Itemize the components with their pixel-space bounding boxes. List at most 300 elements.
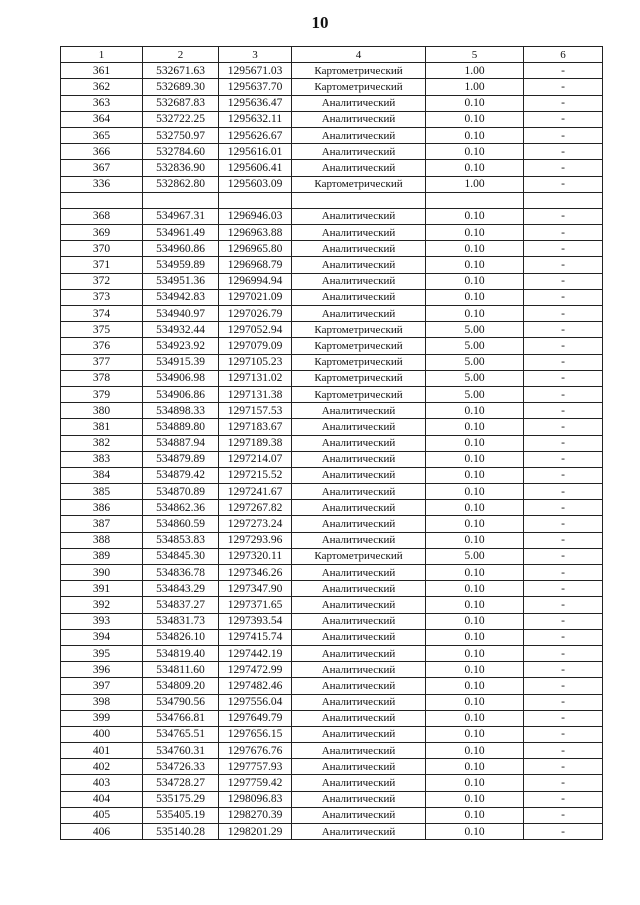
note-cell: - (524, 694, 603, 710)
column-header: 5 (426, 47, 524, 63)
accuracy-cell: 0.10 (426, 435, 524, 451)
table-row (61, 306, 603, 322)
x-coordinate-cell: 534845.30 (143, 548, 219, 564)
table-row (61, 386, 603, 402)
table-row (61, 370, 603, 386)
accuracy-cell: 0.10 (426, 160, 524, 176)
note-cell: - (524, 613, 603, 629)
method-cell: Аналитический (292, 516, 426, 532)
x-coordinate-cell: 532862.80 (143, 176, 219, 192)
y-coordinate-cell: 1295626.67 (219, 127, 292, 143)
method-cell: Аналитический (292, 273, 426, 289)
x-coordinate-cell: 535140.28 (143, 824, 219, 840)
point-number-cell: 391 (61, 581, 143, 597)
method-cell: Аналитический (292, 824, 426, 840)
x-coordinate-cell: 532689.30 (143, 79, 219, 95)
accuracy-cell: 0.10 (426, 824, 524, 840)
point-number-cell: 385 (61, 484, 143, 500)
note-cell: - (524, 726, 603, 742)
y-coordinate-cell: 1295616.01 (219, 144, 292, 160)
y-coordinate-cell: 1297320.11 (219, 548, 292, 564)
table-row (61, 484, 603, 500)
table-row (61, 548, 603, 564)
table-row (61, 289, 603, 305)
y-coordinate-cell: 1297026.79 (219, 306, 292, 322)
method-cell: Аналитический (292, 629, 426, 645)
column-header: 3 (219, 47, 292, 63)
method-cell: Аналитический (292, 484, 426, 500)
y-coordinate-cell: 1296946.03 (219, 208, 292, 224)
note-cell: - (524, 500, 603, 516)
method-cell: Аналитический (292, 111, 426, 127)
y-coordinate-cell: 1295671.03 (219, 63, 292, 79)
point-number-cell: 369 (61, 225, 143, 241)
accuracy-cell: 0.10 (426, 775, 524, 791)
method-cell: Аналитический (292, 225, 426, 241)
note-cell: - (524, 63, 603, 79)
note-cell: - (524, 629, 603, 645)
method-cell: Аналитический (292, 208, 426, 224)
y-coordinate-cell: 1297442.19 (219, 645, 292, 661)
y-coordinate-cell: 1297079.09 (219, 338, 292, 354)
accuracy-cell: 0.10 (426, 273, 524, 289)
accuracy-cell: 0.10 (426, 791, 524, 807)
note-cell: - (524, 160, 603, 176)
accuracy-cell: 0.10 (426, 500, 524, 516)
x-coordinate-cell: 532784.60 (143, 144, 219, 160)
note-cell: - (524, 484, 603, 500)
method-cell: Аналитический (292, 565, 426, 581)
method-cell: Аналитический (292, 807, 426, 823)
accuracy-cell: 5.00 (426, 370, 524, 386)
accuracy-cell: 0.10 (426, 597, 524, 613)
table-header-row (61, 47, 603, 63)
x-coordinate-cell: 534809.20 (143, 678, 219, 694)
table-row (61, 824, 603, 840)
accuracy-cell: 0.10 (426, 581, 524, 597)
y-coordinate-cell: 1295606.41 (219, 160, 292, 176)
table-row (61, 338, 603, 354)
x-coordinate-cell (143, 192, 219, 208)
method-cell: Аналитический (292, 127, 426, 143)
accuracy-cell: 0.10 (426, 710, 524, 726)
table-row (61, 678, 603, 694)
x-coordinate-cell: 534879.89 (143, 451, 219, 467)
page-number: 10 (311, 13, 329, 32)
table-row (61, 192, 603, 208)
method-cell: Аналитический (292, 241, 426, 257)
method-cell: Картометрический (292, 354, 426, 370)
accuracy-cell: 0.10 (426, 629, 524, 645)
accuracy-cell: 0.10 (426, 419, 524, 435)
y-coordinate-cell (219, 192, 292, 208)
accuracy-cell: 0.10 (426, 127, 524, 143)
accuracy-cell: 0.10 (426, 451, 524, 467)
point-number-cell: 372 (61, 273, 143, 289)
note-cell: - (524, 354, 603, 370)
point-number-cell: 375 (61, 322, 143, 338)
accuracy-cell: 0.10 (426, 225, 524, 241)
point-number-cell: 373 (61, 289, 143, 305)
point-number-cell: 397 (61, 678, 143, 694)
note-cell: - (524, 111, 603, 127)
note-cell: - (524, 257, 603, 273)
method-cell: Картометрический (292, 322, 426, 338)
method-cell: Картометрический (292, 386, 426, 402)
point-number-cell: 393 (61, 613, 143, 629)
point-number-cell: 400 (61, 726, 143, 742)
note-cell: - (524, 565, 603, 581)
point-number-cell: 401 (61, 743, 143, 759)
table-row (61, 662, 603, 678)
note-cell: - (524, 743, 603, 759)
table-row (61, 354, 603, 370)
note-cell: - (524, 273, 603, 289)
method-cell: Аналитический (292, 500, 426, 516)
note-cell: - (524, 532, 603, 548)
table-row (61, 467, 603, 483)
y-coordinate-cell: 1297189.38 (219, 435, 292, 451)
method-cell: Аналитический (292, 532, 426, 548)
point-number-cell: 378 (61, 370, 143, 386)
accuracy-cell: 0.10 (426, 241, 524, 257)
accuracy-cell: 1.00 (426, 63, 524, 79)
x-coordinate-cell: 534960.86 (143, 241, 219, 257)
column-header: 2 (143, 47, 219, 63)
y-coordinate-cell: 1297293.96 (219, 532, 292, 548)
note-cell: - (524, 597, 603, 613)
accuracy-cell: 1.00 (426, 79, 524, 95)
method-cell: Аналитический (292, 289, 426, 305)
point-number-cell: 377 (61, 354, 143, 370)
y-coordinate-cell: 1297482.46 (219, 678, 292, 694)
note-cell: - (524, 225, 603, 241)
x-coordinate-cell: 534967.31 (143, 208, 219, 224)
table-row (61, 565, 603, 581)
accuracy-cell: 0.10 (426, 516, 524, 532)
table-row (61, 726, 603, 742)
point-number-cell: 367 (61, 160, 143, 176)
note-cell: - (524, 127, 603, 143)
accuracy-cell: 0.10 (426, 678, 524, 694)
point-number-cell (61, 192, 143, 208)
point-number-cell: 402 (61, 759, 143, 775)
y-coordinate-cell: 1295603.09 (219, 176, 292, 192)
table-body (61, 63, 603, 840)
note-cell: - (524, 791, 603, 807)
accuracy-cell: 0.10 (426, 208, 524, 224)
table-row (61, 257, 603, 273)
y-coordinate-cell: 1297347.90 (219, 581, 292, 597)
accuracy-cell: 0.10 (426, 807, 524, 823)
method-cell: Аналитический (292, 775, 426, 791)
x-coordinate-cell: 534940.97 (143, 306, 219, 322)
note-cell: - (524, 419, 603, 435)
x-coordinate-cell: 532671.63 (143, 63, 219, 79)
note-cell: - (524, 370, 603, 386)
y-coordinate-cell: 1298096.83 (219, 791, 292, 807)
x-coordinate-cell: 534889.80 (143, 419, 219, 435)
x-coordinate-cell: 534853.83 (143, 532, 219, 548)
x-coordinate-cell: 534870.89 (143, 484, 219, 500)
note-cell: - (524, 79, 603, 95)
x-coordinate-cell: 534860.59 (143, 516, 219, 532)
note-cell: - (524, 176, 603, 192)
method-cell: Аналитический (292, 435, 426, 451)
note-cell: - (524, 516, 603, 532)
x-coordinate-cell: 532722.25 (143, 111, 219, 127)
y-coordinate-cell: 1297759.42 (219, 775, 292, 791)
y-coordinate-cell: 1297371.65 (219, 597, 292, 613)
note-cell: - (524, 322, 603, 338)
method-cell: Аналитический (292, 743, 426, 759)
x-coordinate-cell: 534790.56 (143, 694, 219, 710)
point-number-cell: 361 (61, 63, 143, 79)
accuracy-cell: 0.10 (426, 726, 524, 742)
y-coordinate-cell: 1295637.70 (219, 79, 292, 95)
x-coordinate-cell: 534951.36 (143, 273, 219, 289)
accuracy-cell: 5.00 (426, 386, 524, 402)
note-cell: - (524, 451, 603, 467)
accuracy-cell: 0.10 (426, 759, 524, 775)
method-cell: Картометрический (292, 79, 426, 95)
x-coordinate-cell: 534959.89 (143, 257, 219, 273)
x-coordinate-cell: 532836.90 (143, 160, 219, 176)
y-coordinate-cell: 1297649.79 (219, 710, 292, 726)
x-coordinate-cell: 534898.33 (143, 403, 219, 419)
accuracy-cell (426, 192, 524, 208)
accuracy-cell: 5.00 (426, 338, 524, 354)
table-row (61, 759, 603, 775)
column-header: 4 (292, 47, 426, 63)
table-row (61, 807, 603, 823)
point-number-cell: 395 (61, 645, 143, 661)
accuracy-cell: 0.10 (426, 467, 524, 483)
table-row (61, 629, 603, 645)
x-coordinate-cell: 535175.29 (143, 791, 219, 807)
x-coordinate-cell: 534726.33 (143, 759, 219, 775)
accuracy-cell: 1.00 (426, 176, 524, 192)
note-cell: - (524, 775, 603, 791)
note-cell: - (524, 144, 603, 160)
method-cell: Картометрический (292, 370, 426, 386)
table-row (61, 241, 603, 257)
table-row (61, 208, 603, 224)
method-cell: Аналитический (292, 726, 426, 742)
point-number-cell: 370 (61, 241, 143, 257)
note-cell: - (524, 710, 603, 726)
table-row (61, 95, 603, 111)
x-coordinate-cell: 534906.98 (143, 370, 219, 386)
note-cell: - (524, 338, 603, 354)
method-cell: Аналитический (292, 467, 426, 483)
x-coordinate-cell: 534760.31 (143, 743, 219, 759)
note-cell: - (524, 678, 603, 694)
x-coordinate-cell: 532750.97 (143, 127, 219, 143)
table-row (61, 144, 603, 160)
table-row (61, 111, 603, 127)
method-cell: Аналитический (292, 257, 426, 273)
column-header: 1 (61, 47, 143, 63)
y-coordinate-cell: 1296968.79 (219, 257, 292, 273)
y-coordinate-cell: 1297131.38 (219, 386, 292, 402)
note-cell: - (524, 759, 603, 775)
y-coordinate-cell: 1296965.80 (219, 241, 292, 257)
point-number-cell: 379 (61, 386, 143, 402)
x-coordinate-cell: 534837.27 (143, 597, 219, 613)
accuracy-cell: 0.10 (426, 662, 524, 678)
table-row (61, 597, 603, 613)
x-coordinate-cell: 535405.19 (143, 807, 219, 823)
method-cell: Аналитический (292, 759, 426, 775)
x-coordinate-cell: 534765.51 (143, 726, 219, 742)
note-cell: - (524, 807, 603, 823)
accuracy-cell: 0.10 (426, 306, 524, 322)
x-coordinate-cell: 534961.49 (143, 225, 219, 241)
point-number-cell: 336 (61, 176, 143, 192)
table-row (61, 435, 603, 451)
column-header: 6 (524, 47, 603, 63)
accuracy-cell: 5.00 (426, 322, 524, 338)
table-row (61, 645, 603, 661)
point-number-cell: 374 (61, 306, 143, 322)
x-coordinate-cell: 534862.36 (143, 500, 219, 516)
accuracy-cell: 0.10 (426, 289, 524, 305)
y-coordinate-cell: 1297157.53 (219, 403, 292, 419)
note-cell: - (524, 581, 603, 597)
accuracy-cell: 0.10 (426, 144, 524, 160)
point-number-cell: 364 (61, 111, 143, 127)
table-row (61, 225, 603, 241)
method-cell (292, 192, 426, 208)
note-cell: - (524, 386, 603, 402)
y-coordinate-cell: 1296963.88 (219, 225, 292, 241)
x-coordinate-cell: 534879.42 (143, 467, 219, 483)
point-number-cell: 398 (61, 694, 143, 710)
table-row (61, 403, 603, 419)
table-row (61, 79, 603, 95)
method-cell: Аналитический (292, 645, 426, 661)
point-number-cell: 404 (61, 791, 143, 807)
note-cell: - (524, 208, 603, 224)
note-cell: - (524, 548, 603, 564)
point-number-cell: 396 (61, 662, 143, 678)
table-row (61, 273, 603, 289)
point-number-cell: 405 (61, 807, 143, 823)
accuracy-cell: 0.10 (426, 743, 524, 759)
point-number-cell: 365 (61, 127, 143, 143)
accuracy-cell: 5.00 (426, 354, 524, 370)
table-row (61, 176, 603, 192)
point-number-cell: 384 (61, 467, 143, 483)
y-coordinate-cell: 1297215.52 (219, 467, 292, 483)
method-cell: Аналитический (292, 451, 426, 467)
note-cell: - (524, 645, 603, 661)
table-row (61, 710, 603, 726)
x-coordinate-cell: 534906.86 (143, 386, 219, 402)
method-cell: Аналитический (292, 710, 426, 726)
method-cell: Аналитический (292, 678, 426, 694)
method-cell: Аналитический (292, 144, 426, 160)
point-number-cell: 371 (61, 257, 143, 273)
method-cell: Аналитический (292, 791, 426, 807)
point-number-cell: 394 (61, 629, 143, 645)
table-row (61, 532, 603, 548)
y-coordinate-cell: 1297393.54 (219, 613, 292, 629)
point-number-cell: 403 (61, 775, 143, 791)
coordinates-table (60, 46, 603, 840)
table-row (61, 322, 603, 338)
point-number-cell: 363 (61, 95, 143, 111)
method-cell: Аналитический (292, 613, 426, 629)
x-coordinate-cell: 534932.44 (143, 322, 219, 338)
accuracy-cell: 0.10 (426, 645, 524, 661)
y-coordinate-cell: 1295632.11 (219, 111, 292, 127)
point-number-cell: 399 (61, 710, 143, 726)
y-coordinate-cell: 1297273.24 (219, 516, 292, 532)
method-cell: Аналитический (292, 306, 426, 322)
x-coordinate-cell: 534826.10 (143, 629, 219, 645)
point-number-cell: 406 (61, 824, 143, 840)
y-coordinate-cell: 1297052.94 (219, 322, 292, 338)
y-coordinate-cell: 1297656.15 (219, 726, 292, 742)
x-coordinate-cell: 534887.94 (143, 435, 219, 451)
point-number-cell: 366 (61, 144, 143, 160)
table-row (61, 500, 603, 516)
note-cell: - (524, 306, 603, 322)
note-cell: - (524, 403, 603, 419)
method-cell: Аналитический (292, 662, 426, 678)
y-coordinate-cell: 1297757.93 (219, 759, 292, 775)
accuracy-cell: 0.10 (426, 95, 524, 111)
x-coordinate-cell: 534811.60 (143, 662, 219, 678)
table-row (61, 160, 603, 176)
accuracy-cell: 0.10 (426, 111, 524, 127)
accuracy-cell: 0.10 (426, 613, 524, 629)
method-cell: Аналитический (292, 95, 426, 111)
point-number-cell: 376 (61, 338, 143, 354)
table-row (61, 419, 603, 435)
y-coordinate-cell: 1297556.04 (219, 694, 292, 710)
x-coordinate-cell: 534728.27 (143, 775, 219, 791)
y-coordinate-cell: 1297676.76 (219, 743, 292, 759)
method-cell: Картометрический (292, 338, 426, 354)
table-row (61, 613, 603, 629)
y-coordinate-cell: 1297472.99 (219, 662, 292, 678)
note-cell: - (524, 467, 603, 483)
accuracy-cell: 0.10 (426, 565, 524, 581)
table-row (61, 743, 603, 759)
y-coordinate-cell: 1297183.67 (219, 419, 292, 435)
x-coordinate-cell: 534831.73 (143, 613, 219, 629)
note-cell: - (524, 435, 603, 451)
x-coordinate-cell: 532687.83 (143, 95, 219, 111)
point-number-cell: 390 (61, 565, 143, 581)
x-coordinate-cell: 534819.40 (143, 645, 219, 661)
y-coordinate-cell: 1295636.47 (219, 95, 292, 111)
point-number-cell: 388 (61, 532, 143, 548)
accuracy-cell: 0.10 (426, 257, 524, 273)
accuracy-cell: 5.00 (426, 548, 524, 564)
note-cell: - (524, 289, 603, 305)
method-cell: Аналитический (292, 403, 426, 419)
y-coordinate-cell: 1297214.07 (219, 451, 292, 467)
note-cell: - (524, 662, 603, 678)
method-cell: Картометрический (292, 548, 426, 564)
point-number-cell: 382 (61, 435, 143, 451)
point-number-cell: 383 (61, 451, 143, 467)
y-coordinate-cell: 1297131.02 (219, 370, 292, 386)
